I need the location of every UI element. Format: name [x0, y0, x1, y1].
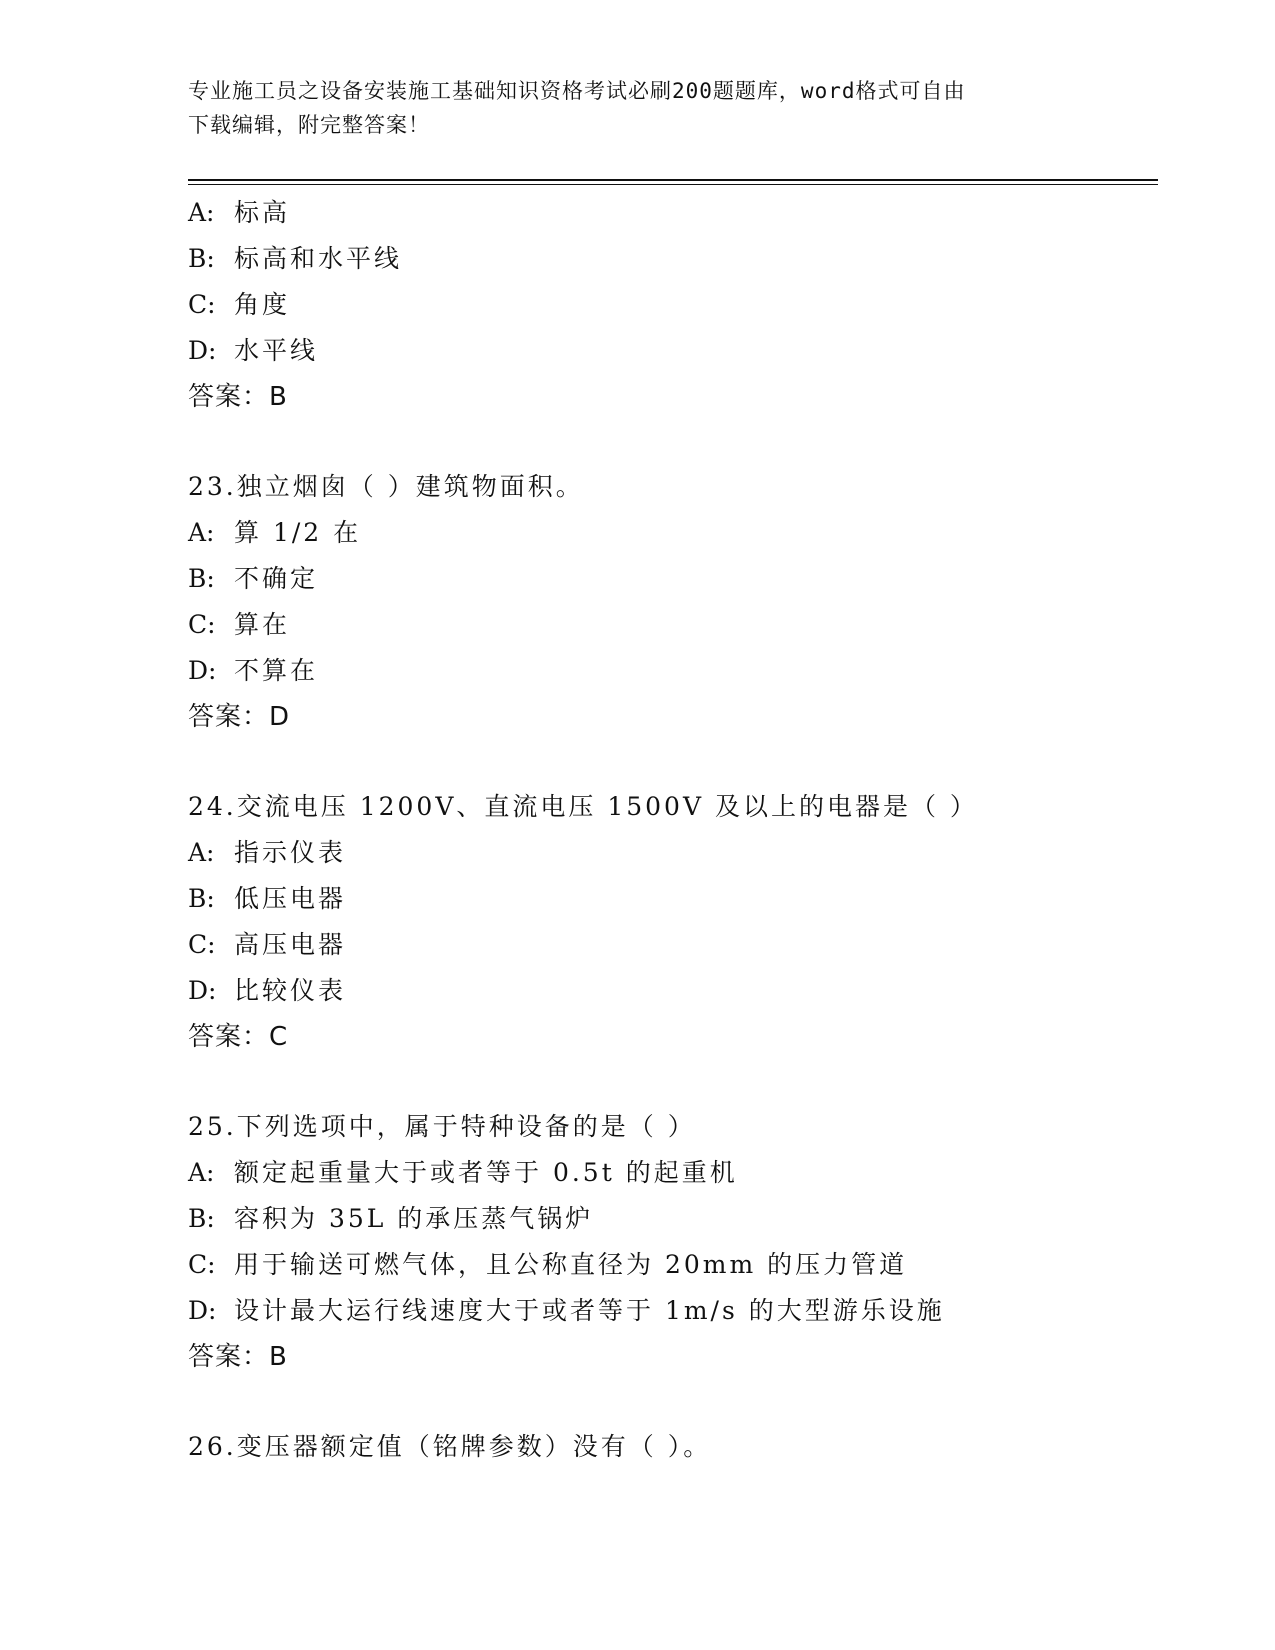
option-key: B:	[188, 1204, 215, 1233]
header-line-1: 专业施工员之设备安装施工基础知识资格考试必刷200题题库，word格式可自由	[188, 79, 966, 103]
option-text: 低压电器	[234, 884, 347, 913]
option-text: 标高和水平线	[234, 244, 403, 273]
option-text: 用于输送可燃气体，且公称直径为 20mm 的压力管道	[234, 1250, 908, 1279]
option-key: B:	[188, 884, 215, 913]
option-d	[188, 968, 1168, 1014]
answer-line: 答案：B	[188, 382, 288, 412]
spacer	[188, 740, 1168, 784]
answer-line: 答案：C	[188, 1022, 289, 1052]
option-key: D:	[188, 976, 217, 1005]
question-text: 23.独立烟囱（ ）建筑物面积。	[188, 472, 584, 501]
option-key: D:	[188, 1296, 217, 1325]
spacer	[188, 1060, 1168, 1104]
question-list	[188, 190, 1168, 1470]
option-a	[188, 510, 1168, 556]
option-key: C:	[188, 290, 216, 319]
spacer	[188, 1380, 1168, 1424]
option-b	[188, 876, 1168, 922]
option-d	[188, 1288, 1168, 1334]
option-c	[188, 1242, 1168, 1288]
option-key: C:	[188, 610, 216, 639]
option-text: 算 1/2 在	[234, 518, 362, 547]
header-rule-thick	[188, 179, 1158, 181]
option-text: 高压电器	[234, 930, 347, 959]
document-header	[188, 74, 1068, 142]
option-key: C:	[188, 1250, 216, 1279]
option-a	[188, 1150, 1168, 1196]
option-a	[188, 830, 1168, 876]
answer-line: 答案：B	[188, 1342, 288, 1372]
header-rule-thin	[188, 184, 1158, 185]
question-block-26	[188, 1424, 1168, 1470]
option-b	[188, 556, 1168, 602]
option-key: B:	[188, 244, 215, 273]
option-a	[188, 190, 1168, 236]
question-text: 25.下列选项中，属于特种设备的是（ ）	[188, 1112, 696, 1141]
question-block-25	[188, 1104, 1168, 1380]
option-text: 不确定	[234, 564, 319, 593]
header-line-2: 下载编辑，附完整答案！	[188, 113, 430, 137]
option-text: 指示仪表	[234, 838, 347, 867]
option-key: C:	[188, 930, 216, 959]
question-block-22	[188, 190, 1168, 420]
question-block-23	[188, 464, 1168, 740]
option-b	[188, 236, 1168, 282]
option-text: 比较仪表	[234, 976, 347, 1005]
option-c	[188, 922, 1168, 968]
option-key: A:	[188, 518, 215, 547]
option-text: 额定起重量大于或者等于 0.5t 的起重机	[234, 1158, 738, 1187]
option-c	[188, 602, 1168, 648]
question-text: 26.变压器额定值（铭牌参数）没有（ ）。	[188, 1432, 712, 1461]
option-d	[188, 648, 1168, 694]
option-text: 不算在	[234, 656, 319, 685]
answer-line: 答案：D	[188, 702, 291, 732]
option-text: 算在	[234, 610, 291, 639]
option-key: A:	[188, 198, 215, 227]
spacer	[188, 420, 1168, 464]
option-key: D:	[188, 656, 217, 685]
option-text: 容积为 35L 的承压蒸气锅炉	[234, 1204, 594, 1233]
question-text: 24.交流电压 1200V、直流电压 1500V 及以上的电器是（ ）	[188, 792, 978, 821]
option-key: B:	[188, 564, 215, 593]
option-text: 角度	[234, 290, 291, 319]
option-key: D:	[188, 336, 217, 365]
option-text: 设计最大运行线速度大于或者等于 1m/s 的大型游乐设施	[234, 1296, 945, 1325]
option-d	[188, 328, 1168, 374]
option-key: A:	[188, 838, 215, 867]
question-block-24	[188, 784, 1168, 1060]
option-text: 水平线	[234, 336, 319, 365]
option-text: 标高	[234, 198, 291, 227]
option-c	[188, 282, 1168, 328]
option-key: A:	[188, 1158, 215, 1187]
option-b	[188, 1196, 1168, 1242]
